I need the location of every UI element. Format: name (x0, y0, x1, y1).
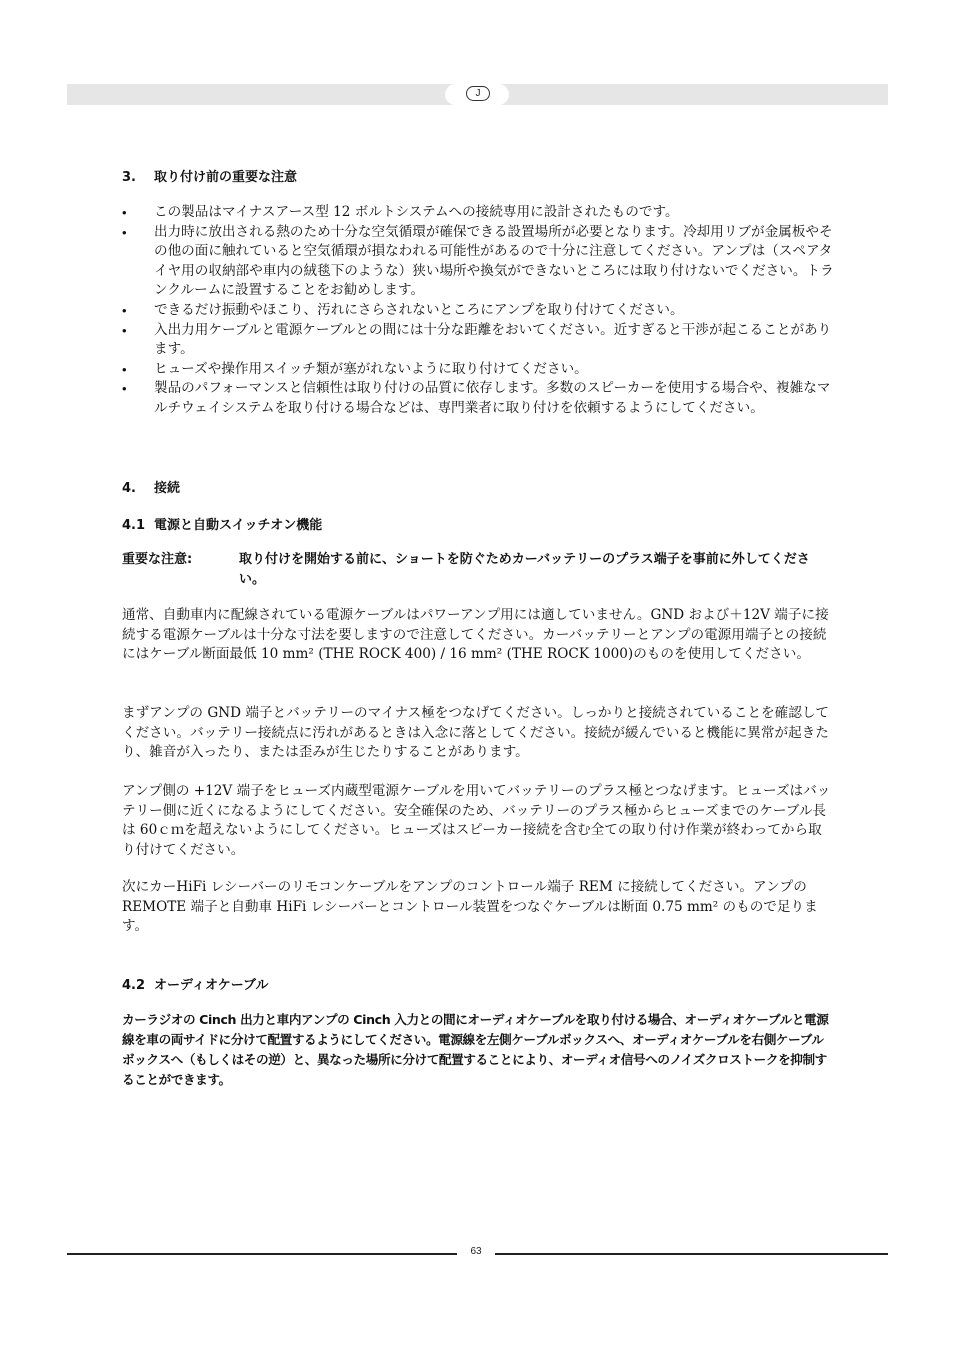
list-item: • 製品のパフォーマンスと信頼性は取り付けの品質に依存します。多数のスピーカーを使用する場合や、複雑なマルチウェイシステムを取り付ける場合などは、専門業者に取り付けを依頼するようにしてください。 (122, 380, 831, 416)
footer-rule-right (495, 1253, 888, 1255)
bullet-icon: • (122, 224, 127, 240)
bullet-icon: • (122, 302, 127, 318)
bullet-icon: • (122, 322, 127, 338)
section-4-1-heading (122, 514, 322, 533)
list-item: • ヒューズや操作用スイッチ類が塞がれないように取り付けてください。 (122, 360, 834, 380)
paragraph-power-cable: 通常、自動車内に配線されている電源ケーブルはパワーアンプ用には適していません。GND および＋12V 端子に接続する電源ケーブルは十分な寸法を要しますので注意してください。カーバッテリーとアンプの電源用端子との接続にはケーブル断面最低 10 mm² (THE ROCK 400) / 16 mm² (THE ROCK 1000)のものを使用してください。 (122, 607, 829, 663)
paragraph-ground: まずアンプの GND 端子とバッテリーのマイナス極をつなげてください。しっかりと接続されていることを確認してください。バッテリー接続点に汚れがあるときは入念に落としてください。接続が緩んでいると機能に異常が起きたり、雑音が入ったり、または歪みが生じたりすることがあります。 (122, 705, 830, 761)
section-number: 4.2 (122, 978, 146, 993)
note-text: 取り付けを開始する前に、ショートを防ぐためカーバッテリーのプラス端子を事前に外してください。 (239, 552, 810, 587)
section-3-heading (122, 166, 297, 185)
section-number: 4.1 (122, 518, 146, 533)
bullet-icon: • (122, 361, 127, 377)
list-item: • できるだけ振動やほこり、汚れにさらされないところにアンプを取り付けてください。 (122, 301, 834, 321)
section-title: 取り付け前の重要な注意 (154, 170, 298, 185)
section-number: 3. (122, 170, 136, 185)
section-4-heading (122, 477, 180, 496)
paragraph-fuse: アンプ側の +12V 端子をヒューズ内蔵型電源ケーブルを用いてバッテリーのプラス極とつなげます。ヒューズはバッテリー側に近くになるようにしてください。安全確保のため、バッテリーのプラス極からヒューズまでのケーブル長は 60ｃｍを超えないようにしてください。ヒューズはスピーカー接続を含む全ての取り付け作業が終わってから取り付けてください。 (122, 783, 831, 858)
section-title: オーディオケーブル (154, 978, 269, 993)
section-title: 接続 (154, 481, 181, 496)
list-item: • この製品はマイナスアース型 12 ボルトシステムへの接続専用に設計されたものです。 (122, 203, 834, 223)
list-item: • 出力時に放出される熱のため十分な空気循環が確保できる設置場所が必要となります。冷却用リブが金属板やその他の面に触れていると空気循環が損なわれる可能性があるので十分に注意してください。アンプは（スペアタイヤ用の収納部や車内の絨毯下のような）狭い場所や換気ができないところには取り付けないでください。トランクルームに設置することをお勧めします。 (122, 223, 834, 299)
list-item: • 入出力用ケーブルと電源ケーブルとの間には十分な距離をおいてください。近すぎると干渉が起こることがあります。 (122, 321, 832, 358)
page-number: 63 (470, 1246, 482, 1257)
important-note (122, 550, 834, 590)
section-number: 4. (122, 481, 136, 496)
language-badge: J (466, 86, 490, 101)
footer-rule-left (67, 1253, 457, 1255)
section-4-2-heading (122, 974, 269, 993)
bullet-icon: • (122, 205, 127, 220)
paragraph-audio-cable: カーラジオの Cinch 出力と車内アンプの Cinch 入力との間にオーディオケーブルを取り付ける場合、オーディオケーブルと電源線を車の両サイドに分けて配置するようにしてください。電源線を左側ケーブルボックスへ、オーディオケーブルを右側ケーブルボックスへ（もしくはその逆）と、異なった場所に分けて配置することにより、オーディオ信号へのノイズクロストークを抑制することができます。 (122, 1012, 829, 1087)
section-title: 電源と自動スイッチオン機能 (154, 518, 323, 533)
paragraph-remote: 次にカーHiFi レシーバーのリモコンケーブルをアンプのコントロール端子 REM に接続してください。アンプの REMOTE 端子と自動車 HiFi レシーバーとコントロール装置をつなぐケーブルは断面 0.75 mm² のもので足ります。 (122, 879, 818, 935)
bullet-list (122, 203, 834, 419)
bullet-icon: • (122, 381, 127, 397)
note-label: 重要な注意: (122, 552, 193, 567)
